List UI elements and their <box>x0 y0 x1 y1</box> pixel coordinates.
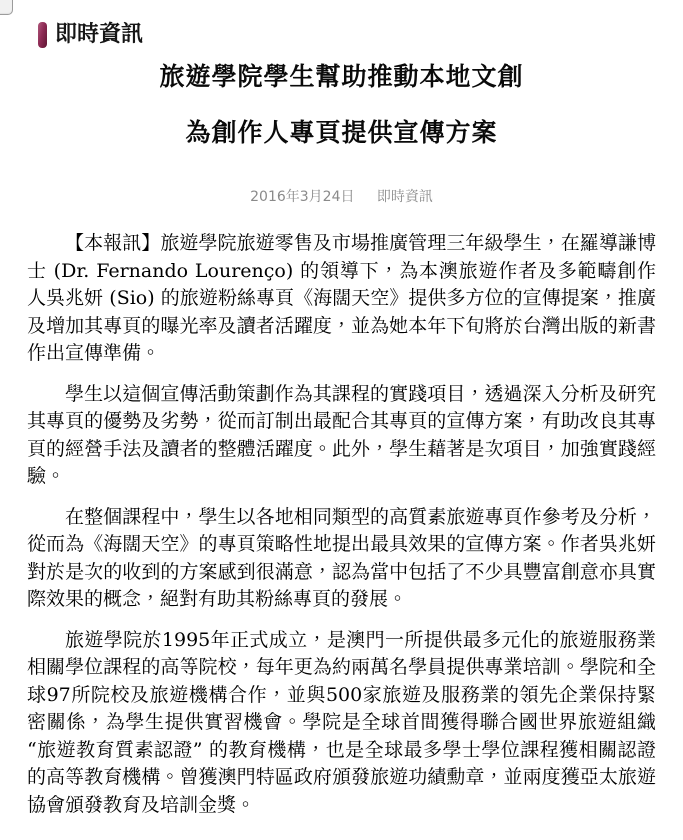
article-title-line1: 旅遊學院學生幫助推動本地文創 <box>159 62 524 91</box>
article-title-line2: 為創作人專頁提供宣傳方案 <box>185 118 498 147</box>
article-category: 即時資訊 <box>376 189 433 205</box>
accent-bar-icon <box>38 22 47 48</box>
section-label: 即時資訊 <box>55 22 144 47</box>
article-date: 2016年3月24日 <box>250 189 355 205</box>
article-paragraph-3: 在整個課程中，學生以各地相同類型的高質素旅遊專頁作參考及分析，從而為《海闊天空》的專頁策略性地提出最具效果的宣傳方案。作者吳兆妍對於是次的收到的方案感到很滿意，認為當中包括了不少具豐富創意亦具實際效果的概念，絕對有助其粉絲專頁的發展。 <box>27 505 656 610</box>
article-paragraph-1: 【本報訊】旅遊學院旅遊零售及市場推廣管理三年級學生，在羅導謙博士 (Dr. Fernando Lourenço) 的領導下，為本澳旅遊作者及多範疇創作人吳兆妍 (Sio) 的旅遊粉絲專頁《海闊天空》提供多方位的宣傳提案，推廣及增加其專頁的曝光率及讀者活躍度，並為她本年下旬將於台灣出版的新書作出宣傳準備。 <box>27 232 656 364</box>
article-body <box>27 230 656 819</box>
partial-toolbar-button[interactable] <box>0 0 13 15</box>
article-paragraph-2: 學生以這個宣傳活動策劃作為其課程的實踐項目，透過深入分析及研究其專頁的優勢及劣勢，從而訂制出最配合其專頁的宣傳方案，有助改良其專頁的經營手法及讀者的整體活躍度。此外，學生藉著是次項目，加強實踐經驗。 <box>27 382 656 487</box>
article-dateline <box>0 188 683 206</box>
article-paragraph-4: 旅遊學院於1995年正式成立，是澳門一所提供最多元化的旅遊服務業相關學位課程的高等院校，每年更為約兩萬名學員提供專業培訓。學院和全球97所院校及旅遊機構合作，並與500家旅遊及服務業的領先企業保持緊密關係，為學生提供實習機會。學院是全球首間獲得聯合國世界旅遊組織 “旅遊教育質素認證” 的教育機構，也是全球最多學士學位課程獲相關認證的高等教育機構。曾獲澳門特區政府頒發旅遊功績勳章，並兩度獲亞太旅遊協會頒發教育及培訓金獎。 <box>27 628 656 816</box>
section-header <box>38 0 683 48</box>
